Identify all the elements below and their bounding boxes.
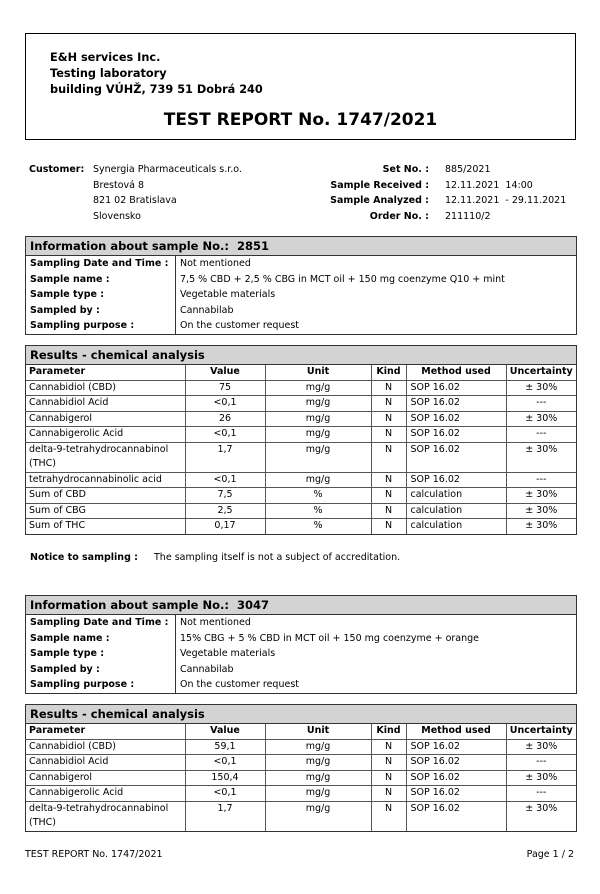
- info-value: 7,5 % CBD + 2,5 % CBG in MCT oil + 150 mg coenzyme Q10 + mint: [175, 272, 576, 288]
- info-row: [26, 646, 576, 662]
- set-no: 885/2021: [445, 164, 491, 175]
- col-method: Method used: [406, 365, 506, 380]
- parameter-name: Cannabidiol Acid: [29, 397, 109, 408]
- cell-parameter: [26, 380, 185, 396]
- analyzed-label: Sample Analyzed :: [330, 195, 429, 206]
- cell-value: 0,17: [185, 519, 265, 534]
- cell-parameter: [26, 472, 185, 488]
- cell-method: calculation: [406, 503, 506, 519]
- results-body: [26, 739, 576, 831]
- info-label: Sampling purpose :: [30, 320, 135, 331]
- cell-uncertainty: ± 30%: [506, 503, 576, 519]
- table-row: [26, 519, 576, 534]
- info-label: Sampled by :: [30, 663, 100, 675]
- cell-uncertainty: ± 30%: [506, 411, 576, 427]
- results-title: Results - chemical analysis: [26, 705, 576, 724]
- info-value: Not mentioned: [175, 615, 576, 631]
- parameter-name: Cannabigerol: [29, 771, 93, 783]
- cell-kind: N: [371, 503, 406, 519]
- cell-kind: N: [371, 770, 406, 786]
- cell-unit: mg/g: [265, 411, 371, 427]
- sample-number: 2851: [236, 239, 269, 253]
- sample-number: 3047: [236, 598, 269, 612]
- parameter-name: Cannabigerol: [29, 412, 93, 424]
- cell-uncertainty: ---: [506, 427, 576, 443]
- info-title-label: Information about sample No.:: [30, 239, 229, 253]
- cell-kind: N: [371, 801, 406, 831]
- info-row: [26, 303, 576, 319]
- cell-unit: %: [265, 519, 371, 534]
- cell-kind: N: [371, 755, 406, 771]
- cell-unit: mg/g: [265, 427, 371, 443]
- cell-unit: mg/g: [265, 755, 371, 771]
- customer-address: [93, 162, 242, 224]
- cell-parameter: [26, 519, 185, 534]
- cell-method: SOP 16.02: [406, 801, 506, 831]
- col-value: Value: [185, 724, 265, 739]
- report-header: [25, 33, 576, 140]
- cell-unit: mg/g: [265, 801, 371, 831]
- parameter-name-cont: (THC): [29, 817, 56, 828]
- cell-kind: N: [371, 786, 406, 802]
- page-number: Page 1 / 2: [526, 849, 574, 860]
- cell-kind: N: [371, 488, 406, 504]
- cell-kind: N: [371, 519, 406, 534]
- cell-method: SOP 16.02: [406, 786, 506, 802]
- cell-unit: mg/g: [265, 770, 371, 786]
- info-label: Sampling Date and Time :: [30, 617, 169, 628]
- info-row: [26, 272, 576, 288]
- info-row: [26, 256, 576, 272]
- analyzed-date: 12.11.2021 - 29.11.2021: [445, 195, 567, 206]
- cell-unit: mg/g: [265, 442, 371, 472]
- cell-uncertainty: ---: [506, 396, 576, 412]
- info-row: [26, 615, 576, 631]
- cell-value: 59,1: [185, 739, 265, 755]
- customer-line: Brestová 8: [93, 179, 145, 191]
- cell-unit: mg/g: [265, 786, 371, 802]
- customer-line: Slovensko: [93, 210, 141, 222]
- cell-value: <0,1: [185, 786, 265, 802]
- table-row: [26, 411, 576, 427]
- info-label: Sample name :: [30, 632, 110, 644]
- results-table: [26, 724, 576, 831]
- customer-line: Synergia Pharmaceuticals s.r.o.: [93, 164, 242, 175]
- order-no: 211110/2: [445, 210, 491, 222]
- cell-method: SOP 16.02: [406, 380, 506, 396]
- table-row: [26, 380, 576, 396]
- cell-value: 7,5: [185, 488, 265, 504]
- cell-method: SOP 16.02: [406, 442, 506, 472]
- cell-parameter: [26, 427, 185, 443]
- table-row: [26, 786, 576, 802]
- meta-values: [445, 162, 566, 224]
- cell-parameter: [26, 801, 185, 831]
- cell-uncertainty: ± 30%: [506, 739, 576, 755]
- info-row: [26, 677, 576, 693]
- notice-text: The sampling itself is not a subject of accreditation.: [154, 552, 401, 563]
- cell-unit: mg/g: [265, 396, 371, 412]
- customer-line: 821 02 Bratislava: [93, 195, 177, 206]
- info-row: [26, 631, 576, 647]
- cell-parameter: [26, 396, 185, 412]
- cell-parameter: [26, 770, 185, 786]
- table-row: [26, 755, 576, 771]
- cell-kind: N: [371, 472, 406, 488]
- col-unit: Unit: [265, 724, 371, 739]
- company-name: E&H services Inc.: [50, 51, 161, 64]
- cell-parameter: [26, 786, 185, 802]
- cell-method: calculation: [406, 519, 506, 534]
- info-value: Not mentioned: [175, 256, 576, 272]
- info-value: Vegetable materials: [175, 646, 576, 662]
- cell-method: SOP 16.02: [406, 411, 506, 427]
- info-label: Sampling purpose :: [30, 679, 135, 690]
- cell-uncertainty: ---: [506, 786, 576, 802]
- sampling-notice: [30, 552, 400, 563]
- table-row: [26, 396, 576, 412]
- info-value: Vegetable materials: [175, 287, 576, 303]
- table-row: [26, 739, 576, 755]
- cell-kind: N: [371, 411, 406, 427]
- parameter-name: delta-9-tetrahydrocannabinol: [29, 443, 169, 455]
- results-box: [25, 704, 577, 832]
- results-body: [26, 380, 576, 534]
- cell-method: calculation: [406, 488, 506, 504]
- table-row: [26, 770, 576, 786]
- table-row: [26, 488, 576, 504]
- parameter-name-cont: (THC): [29, 458, 56, 469]
- table-row: [26, 472, 576, 488]
- table-row: [26, 442, 576, 472]
- parameter-name: Cannabidiol Acid: [29, 756, 109, 767]
- info-row: [26, 318, 576, 334]
- table-row: [26, 427, 576, 443]
- cell-method: SOP 16.02: [406, 472, 506, 488]
- cell-unit: %: [265, 503, 371, 519]
- cell-value: 150,4: [185, 770, 265, 786]
- cell-value: 75: [185, 380, 265, 396]
- cell-parameter: [26, 442, 185, 472]
- info-value: Cannabilab: [175, 662, 576, 678]
- cell-unit: mg/g: [265, 380, 371, 396]
- cell-uncertainty: ± 30%: [506, 442, 576, 472]
- info-value: Cannabilab: [175, 303, 576, 319]
- cell-parameter: [26, 488, 185, 504]
- table-header-row: [26, 365, 576, 380]
- cell-kind: N: [371, 427, 406, 443]
- cell-value: <0,1: [185, 755, 265, 771]
- info-row: [26, 662, 576, 678]
- cell-parameter: [26, 411, 185, 427]
- cell-value: 2,5: [185, 503, 265, 519]
- info-label: Sampled by :: [30, 304, 100, 316]
- parameter-name: tetrahydrocannabinolic acid: [29, 473, 162, 485]
- lab-building: building VÚHŽ, 739 51 Dobrá 240: [50, 83, 263, 96]
- col-uncertainty: Uncertainty: [506, 365, 576, 380]
- cell-uncertainty: ---: [506, 755, 576, 771]
- col-kind: Kind: [371, 365, 406, 380]
- cell-method: SOP 16.02: [406, 770, 506, 786]
- cell-uncertainty: ± 30%: [506, 380, 576, 396]
- cell-method: SOP 16.02: [406, 427, 506, 443]
- table-row: [26, 801, 576, 831]
- lab-address: [50, 50, 263, 98]
- col-uncertainty: Uncertainty: [506, 724, 576, 739]
- sample-info-box: [25, 236, 577, 335]
- parameter-name: Cannabigerolic Acid: [29, 787, 124, 798]
- cell-value: 26: [185, 411, 265, 427]
- parameter-name: Sum of THC: [29, 520, 86, 531]
- cell-uncertainty: ± 30%: [506, 519, 576, 534]
- customer-label: Customer:: [29, 164, 85, 175]
- info-value: On the customer request: [175, 318, 576, 334]
- col-unit: Unit: [265, 365, 371, 380]
- cell-kind: N: [371, 396, 406, 412]
- cell-uncertainty: ± 30%: [506, 770, 576, 786]
- meta-labels: [330, 162, 429, 224]
- info-value: 15% CBG + 5 % CBD in MCT oil + 150 mg coenzyme + orange: [175, 631, 576, 647]
- parameter-name: Sum of CBD: [29, 489, 86, 500]
- results-box: [25, 345, 577, 535]
- table-row: [26, 503, 576, 519]
- cell-uncertainty: ± 30%: [506, 488, 576, 504]
- received-label: Sample Received :: [330, 179, 429, 191]
- received-date: 12.11.2021 14:00: [445, 179, 533, 191]
- parameter-name: Cannabidiol (CBD): [29, 381, 117, 393]
- cell-uncertainty: ---: [506, 472, 576, 488]
- set-no-label: Set No. :: [382, 164, 429, 175]
- cell-kind: N: [371, 442, 406, 472]
- col-kind: Kind: [371, 724, 406, 739]
- parameter-name: delta-9-tetrahydrocannabinol: [29, 802, 169, 814]
- info-label: Sample type :: [30, 648, 105, 659]
- results-title: Results - chemical analysis: [26, 346, 576, 365]
- info-label: Sampling Date and Time :: [30, 258, 169, 269]
- sample-info-title: [26, 237, 576, 256]
- cell-method: SOP 16.02: [406, 739, 506, 755]
- cell-unit: mg/g: [265, 472, 371, 488]
- report-title: TEST REPORT No. 1747/2021: [163, 110, 438, 130]
- cell-value: 1,7: [185, 442, 265, 472]
- lab-name: Testing laboratory: [50, 67, 167, 80]
- col-parameter: Parameter: [26, 724, 185, 739]
- info-label: Sample name :: [30, 273, 110, 285]
- order-label: Order No. :: [369, 210, 429, 222]
- cell-kind: N: [371, 739, 406, 755]
- notice-label: Notice to sampling :: [30, 552, 138, 563]
- cell-method: SOP 16.02: [406, 396, 506, 412]
- cell-kind: N: [371, 380, 406, 396]
- cell-uncertainty: ± 30%: [506, 801, 576, 831]
- cell-value: <0,1: [185, 472, 265, 488]
- cell-value: 1,7: [185, 801, 265, 831]
- info-value: On the customer request: [175, 677, 576, 693]
- parameter-name: Cannabigerolic Acid: [29, 428, 124, 439]
- results-table: [26, 365, 576, 534]
- parameter-name: Sum of CBG: [29, 504, 86, 516]
- col-parameter: Parameter: [26, 365, 185, 380]
- table-header-row: [26, 724, 576, 739]
- cell-value: <0,1: [185, 396, 265, 412]
- sample-info-box: [25, 595, 577, 694]
- info-label: Sample type :: [30, 289, 105, 300]
- cell-method: SOP 16.02: [406, 755, 506, 771]
- sample-info-title: [26, 596, 576, 615]
- cell-unit: %: [265, 488, 371, 504]
- cell-parameter: [26, 503, 185, 519]
- cell-unit: mg/g: [265, 739, 371, 755]
- col-value: Value: [185, 365, 265, 380]
- cell-parameter: [26, 739, 185, 755]
- info-title-label: Information about sample No.:: [30, 598, 229, 612]
- footer-report-no: TEST REPORT No. 1747/2021: [25, 849, 163, 860]
- col-method: Method used: [406, 724, 506, 739]
- cell-value: <0,1: [185, 427, 265, 443]
- info-row: [26, 287, 576, 303]
- parameter-name: Cannabidiol (CBD): [29, 740, 117, 752]
- cell-parameter: [26, 755, 185, 771]
